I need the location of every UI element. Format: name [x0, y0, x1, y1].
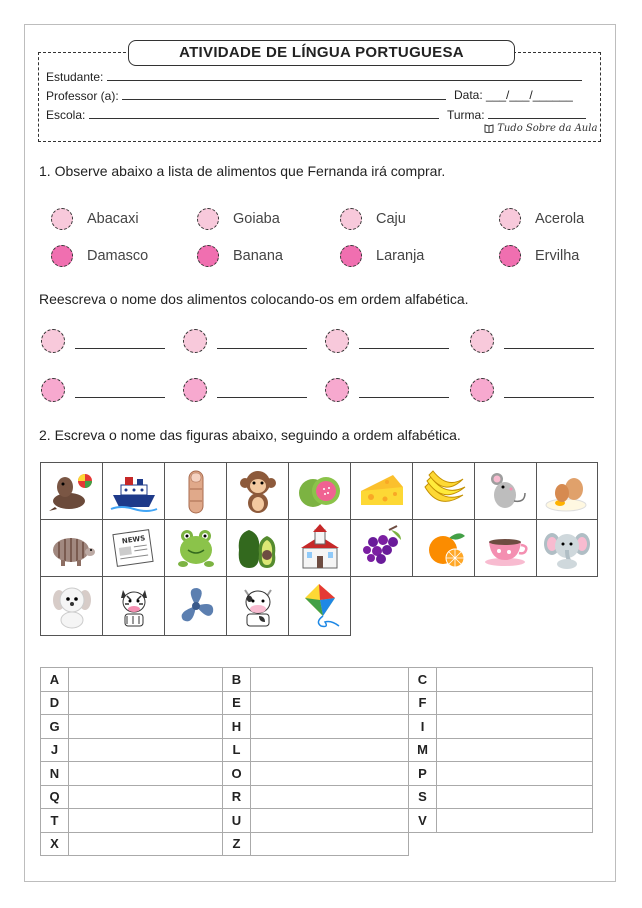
circle-icon: [340, 245, 362, 267]
answer-slot[interactable]: [41, 378, 165, 402]
circle-icon: [470, 329, 494, 353]
question-1: 1. Observe abaixo a lista de alimentos que Fernanda irá comprar.: [39, 163, 446, 179]
answer-slot[interactable]: [41, 329, 165, 353]
table-row: [41, 668, 593, 692]
class-line: [447, 107, 586, 122]
kite-icon: [288, 576, 351, 636]
circle-icon: [470, 378, 494, 402]
letter-table: [40, 667, 593, 856]
circle-icon: [183, 329, 207, 353]
page-title: ATIVIDADE DE LÍNGUA PORTUGUESA: [128, 40, 515, 66]
school-label: Escola:: [46, 108, 86, 122]
answer-cell[interactable]: [69, 738, 223, 762]
answer-line[interactable]: [504, 397, 594, 398]
answer-cell[interactable]: [251, 715, 409, 739]
table-row: [41, 738, 593, 762]
letter-cell: M: [409, 738, 437, 762]
answer-cell[interactable]: [437, 715, 593, 739]
letter-cell: A: [41, 668, 69, 692]
mouse-icon: [474, 462, 537, 520]
letter-cell: O: [223, 762, 251, 786]
answer-cell[interactable]: [437, 738, 593, 762]
answer-slot[interactable]: [470, 378, 594, 402]
food-label: Acerola: [535, 211, 585, 227]
food-item: [197, 245, 283, 267]
letter-cell: H: [223, 715, 251, 739]
answer-slot[interactable]: [183, 378, 307, 402]
finger-icon: [164, 462, 227, 520]
teacher-label: Professor (a):: [46, 89, 119, 103]
answer-cell[interactable]: [251, 668, 409, 692]
answer-cell[interactable]: [251, 785, 409, 809]
answer-cell[interactable]: [69, 809, 223, 833]
guava-icon: [288, 462, 351, 520]
answer-line[interactable]: [359, 397, 449, 398]
food-item: [340, 208, 406, 230]
cow-icon: [226, 576, 289, 636]
food-label: Damasco: [87, 248, 149, 264]
answer-cell[interactable]: [251, 691, 409, 715]
letter-cell: S: [409, 785, 437, 809]
answer-cell[interactable]: [437, 668, 593, 692]
food-item: [51, 245, 148, 267]
answer-cell[interactable]: [69, 668, 223, 692]
teacher-line: [46, 88, 446, 103]
circle-icon: [197, 245, 219, 267]
teacup-icon: [474, 519, 537, 577]
class-label: Turma:: [447, 108, 485, 122]
student-label: Estudante:: [46, 70, 104, 84]
letter-cell: Q: [41, 785, 69, 809]
answer-slot[interactable]: [183, 329, 307, 353]
food-label: Abacaxi: [87, 211, 139, 227]
elephant-icon: [536, 519, 598, 577]
answer-cell[interactable]: [69, 691, 223, 715]
answer-slot[interactable]: [325, 329, 449, 353]
answer-cell[interactable]: [437, 762, 593, 786]
letter-cell: I: [409, 715, 437, 739]
letter-cell: P: [409, 762, 437, 786]
circle-icon: [41, 378, 65, 402]
cheese-icon: [350, 462, 413, 520]
letter-cell: T: [41, 809, 69, 833]
newspaper-icon: [102, 519, 165, 577]
letter-cell: R: [223, 785, 251, 809]
answer-slot[interactable]: [470, 329, 594, 353]
circle-icon: [51, 245, 73, 267]
seal-icon: [40, 462, 103, 520]
grapes-icon: [350, 519, 413, 577]
question-2: 2. Escreva o nome das figuras abaixo, seguindo a ordem alfabética.: [39, 427, 461, 443]
school-field[interactable]: [89, 107, 439, 119]
letter-cell: C: [409, 668, 437, 692]
answer-cell[interactable]: [69, 832, 223, 856]
letter-cell: D: [41, 691, 69, 715]
answer-cell[interactable]: [251, 738, 409, 762]
monkey-icon: [226, 462, 289, 520]
food-item: [499, 245, 579, 267]
church-icon: [288, 519, 351, 577]
reorder-instruction: Reescreva o nome dos alimentos colocando-os em ordem alfabética.: [39, 291, 469, 307]
answer-line[interactable]: [75, 397, 165, 398]
orange-icon: [412, 519, 475, 577]
food-label: Goiaba: [233, 211, 280, 227]
teacher-field[interactable]: [122, 88, 446, 100]
ship-icon: [102, 462, 165, 520]
circle-icon: [325, 378, 349, 402]
logo-text: Tudo Sobre da Aula: [497, 123, 598, 134]
answer-line[interactable]: [504, 348, 594, 349]
letter-cell: Z: [223, 832, 251, 856]
answer-line[interactable]: [217, 348, 307, 349]
answer-cell[interactable]: [251, 809, 409, 833]
food-label: Ervilha: [535, 248, 580, 264]
bananas-icon: [412, 462, 475, 520]
table-row: [41, 691, 593, 715]
letter-cell: U: [223, 809, 251, 833]
table-row: [41, 715, 593, 739]
eggs-icon: [536, 462, 598, 520]
zebra-icon: [102, 576, 165, 636]
answer-cell[interactable]: [437, 785, 593, 809]
letter-cell: X: [41, 832, 69, 856]
table-row: [41, 809, 593, 833]
circle-icon: [340, 208, 362, 230]
circle-icon: [197, 208, 219, 230]
circle-icon: [51, 208, 73, 230]
food-label: Caju: [376, 211, 406, 227]
answer-cell[interactable]: [69, 785, 223, 809]
answer-cell[interactable]: [69, 715, 223, 739]
circle-icon: [325, 329, 349, 353]
answer-cell[interactable]: [251, 762, 409, 786]
answer-cell[interactable]: [251, 832, 409, 856]
food-label: Banana: [233, 248, 283, 264]
answer-cell[interactable]: [69, 762, 223, 786]
letter-cell: V: [409, 809, 437, 833]
fan-icon: [164, 576, 227, 636]
food-label: Laranja: [376, 248, 425, 264]
letter-cell: B: [223, 668, 251, 692]
date-label: Data: ___/___/______: [454, 88, 573, 102]
class-field[interactable]: [488, 107, 586, 119]
student-field[interactable]: [107, 69, 582, 81]
answer-cell[interactable]: [437, 691, 593, 715]
letter-cell: L: [223, 738, 251, 762]
table-row: [41, 785, 593, 809]
food-item: [340, 245, 424, 267]
logo: [484, 123, 597, 134]
circle-icon: [499, 245, 521, 267]
school-line: [46, 107, 439, 122]
letter-cell: E: [223, 691, 251, 715]
armadillo-icon: [40, 519, 103, 577]
book-icon: [484, 124, 494, 133]
avocado-icon: [226, 519, 289, 577]
circle-icon: [183, 378, 207, 402]
frog-icon: [164, 519, 227, 577]
table-row: [41, 762, 593, 786]
answer-slot[interactable]: [325, 378, 449, 402]
empty-cell: [409, 832, 593, 856]
newspaper-text: NEWS: [120, 534, 146, 546]
student-line: [46, 69, 582, 84]
dog-icon: [40, 576, 103, 636]
answer-line[interactable]: [359, 348, 449, 349]
letter-cell: F: [409, 691, 437, 715]
food-item: [51, 208, 139, 230]
letter-cell: J: [41, 738, 69, 762]
answer-cell[interactable]: [437, 809, 593, 833]
circle-icon: [499, 208, 521, 230]
food-item: [499, 208, 584, 230]
food-item: [197, 208, 280, 230]
circle-icon: [41, 329, 65, 353]
date-line[interactable]: [454, 88, 573, 102]
letter-cell: N: [41, 762, 69, 786]
table-row: [41, 832, 593, 856]
answer-line[interactable]: [75, 348, 165, 349]
answer-line[interactable]: [217, 397, 307, 398]
letter-cell: G: [41, 715, 69, 739]
